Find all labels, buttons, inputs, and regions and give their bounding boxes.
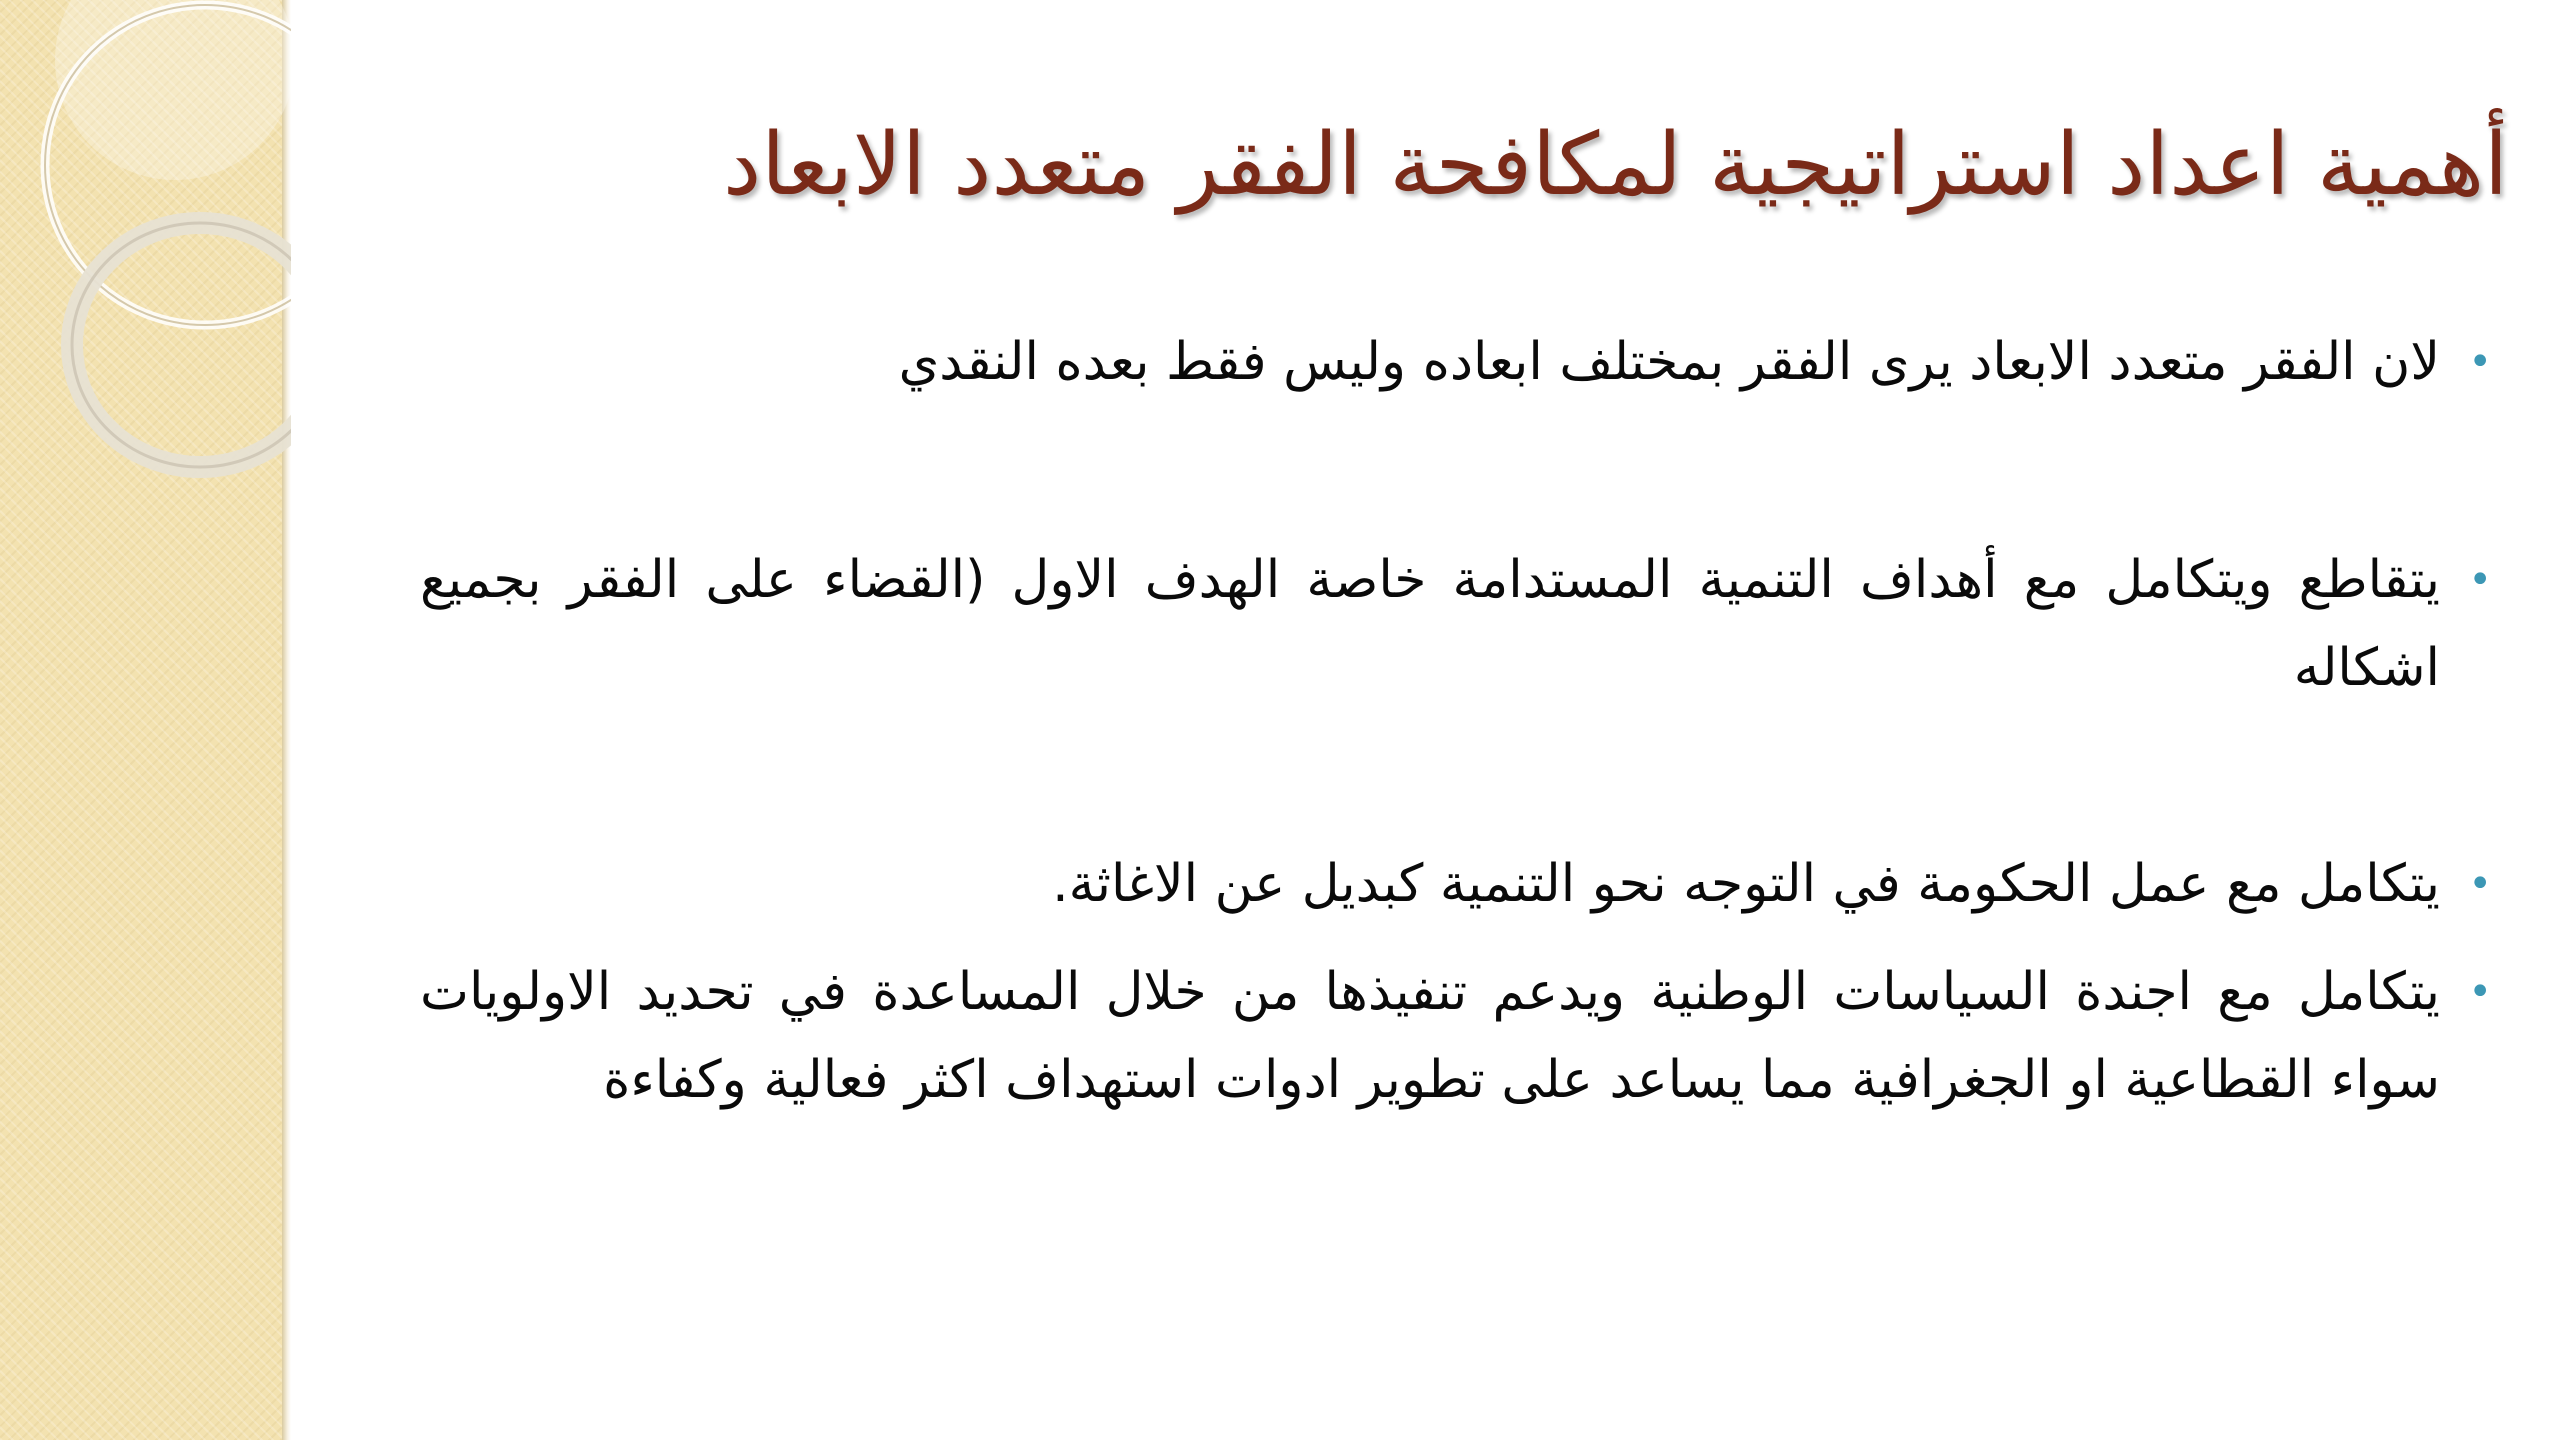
decorative-rings-icon bbox=[0, 0, 291, 500]
bullet-text: يتكامل مع عمل الحكومة في التوجه نحو التنمية كبديل عن الاغاثة. bbox=[1052, 854, 2440, 914]
bullet-dot-icon: • bbox=[2468, 557, 2492, 603]
bullet-text: لان الفقر متعدد الابعاد يرى الفقر بمختلف ابعاده وليس فقط بعده النقدي bbox=[898, 332, 2440, 392]
bullet-dot-icon: • bbox=[2468, 861, 2492, 907]
bullet-text: يتكامل مع اجندة السياسات الوطنية ويدعم تنفيذها من خلال المساعدة في تحديد الاولويات سواء القطاعية او الجغرافية مما يساعد على تطوير ادوات استهداف اكثر فعالية وكفاءة bbox=[420, 962, 2440, 1110]
bullet-item bbox=[420, 840, 2492, 928]
bullet-item bbox=[420, 318, 2492, 406]
slide-title: أهمية اعداد استراتيجية لمكافحة الفقر متعدد الابعاد bbox=[722, 115, 2508, 215]
bullet-item bbox=[420, 536, 2492, 712]
bullet-dot-icon: • bbox=[2468, 969, 2492, 1015]
bullet-dot-icon: • bbox=[2468, 339, 2492, 385]
bullet-item bbox=[420, 948, 2492, 1124]
bullet-text: يتقاطع ويتكامل مع أهداف التنمية المستدامة خاصة الهدف الاول (القضاء على الفقر بجميع اشكاله bbox=[420, 550, 2440, 698]
